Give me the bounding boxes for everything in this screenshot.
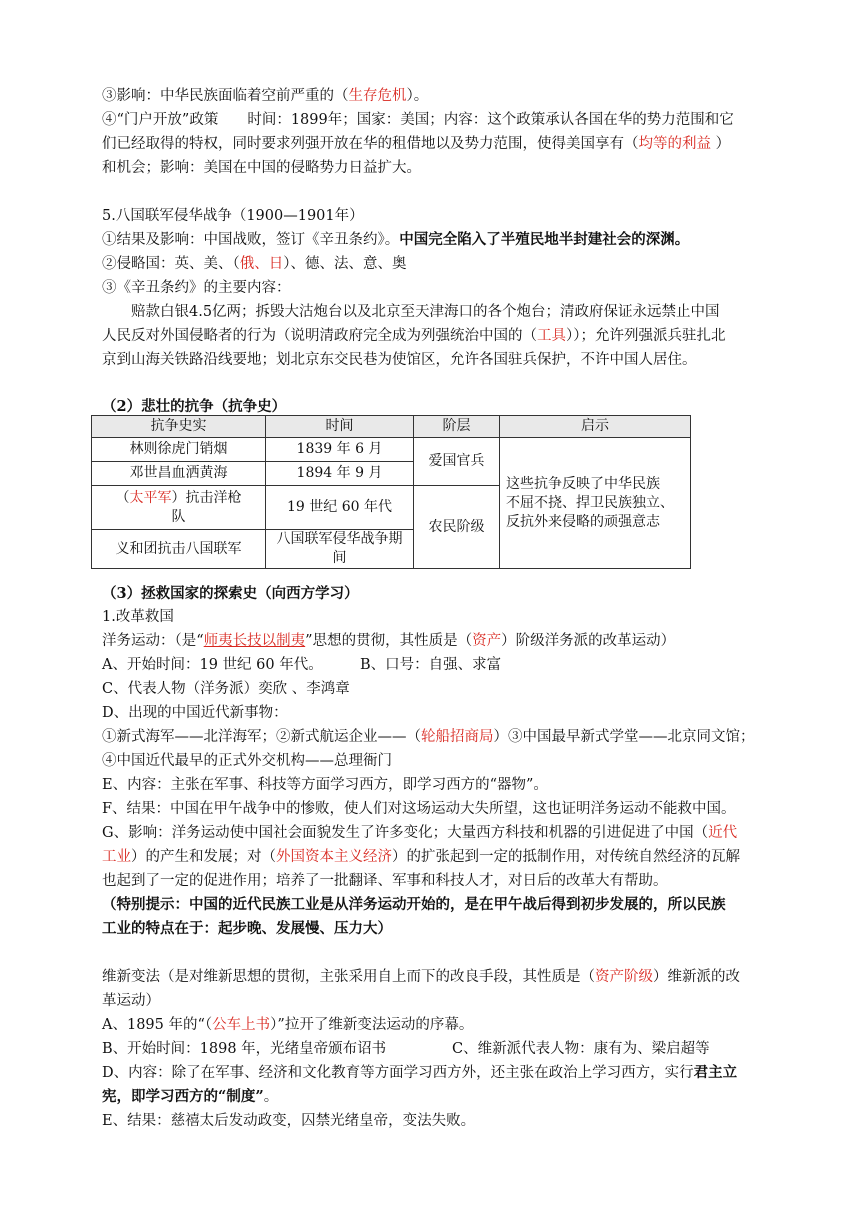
westernization-impact-1: G、影响：洋务运动使中国社会面貌发生了许多变化；大量西方科技和机器的引进促进了中国（近代 [102, 825, 738, 841]
header-event: 抗争史实 [92, 416, 266, 438]
section-3-title: （3）拯救国家的探索史（向西方学习） [102, 585, 359, 602]
reform-movement-intro-2: 革运动） [102, 993, 160, 1009]
westernization-result: F、结果：中国在甲午战争中的惨败，使人们对这场运动大失所望，这也证明洋务运动不能救中国。 [102, 801, 736, 817]
section-2-title: （2）悲壮的抗争（抗争史） [102, 398, 287, 415]
lesson-cell: 这些抗争反映了中华民族 不屈不挠、捍卫民族独立、 反抗外来侵略的顽强意志 [500, 438, 691, 569]
westernization-intro: 洋务运动：（是“师夷长技以制夷”思想的贯彻，其性质是（资产）阶级洋务派的改革运动） [102, 633, 676, 649]
time-cell: 19 世纪 60 年代 [266, 486, 414, 530]
header-class: 阶层 [414, 416, 500, 438]
event-cell: 义和团抗击八国联军 [92, 530, 266, 569]
time-cell: 1894 年 9 月 [266, 462, 414, 486]
new-things-line-1: ①新式海军——北洋海军；②新式航运企业——（轮船招商局）③中国最早新式学堂——北京同文馆； [102, 729, 755, 745]
westernization-new-things: D、出现的中国近代新事物： [102, 705, 288, 721]
treaty-content-2: 人民反对外国侵略者的行为（说明清政府完全成为列强统治中国的（工具））；允许列强派兵驻扎北 [102, 328, 726, 344]
westernization-start: A、开始时间：19 世纪 60 年代。 [102, 657, 323, 673]
reform-movement-c: C、维新派代表人物：康有为、梁启超等 [452, 1041, 710, 1057]
time-cell: 八国联军侵华战争期间 [266, 530, 414, 569]
reform-movement-d-1: D、内容：除了在军事、经济和文化教育等方面学习西方外，还主张在政治上学习西方，实行君主立 [102, 1064, 738, 1081]
section-5-aggressors: ②侵略国：英、美、（俄、日）、德、法、意、奥 [102, 256, 407, 272]
westernization-impact-3: 也起到了一定的促进作用；培养了一批翻译、军事和科技人才，对日后的改革大有帮助。 [102, 873, 668, 889]
reform-movement-a: A、1895 年的“（公车上书）”拉开了维新变法运动的序幕。 [102, 1017, 474, 1033]
reform-movement-d-2: 宪，即学习西方的“制度”。 [102, 1088, 279, 1105]
open-door-line-3: 和机会；影响：美国在中国的侵略势力日益扩大。 [102, 160, 421, 176]
westernization-slogan: B、口号：自强、求富 [360, 657, 502, 673]
header-time: 时间 [266, 416, 414, 438]
reform-movement-b: B、开始时间：1898 年，光绪皇帝颁布诏书 [102, 1041, 387, 1057]
table-row [92, 438, 691, 462]
new-things-line-2: ④中国近代最早的正式外交机构——总理衙门 [102, 753, 392, 769]
resistance-table [91, 415, 691, 569]
class-cell-officers: 爱国官兵 [414, 438, 500, 486]
open-door-line-1: ④“门户开放”政策 时间：1899年；国家：美国；内容：这个政策承认各国在华的势力范围和它 [102, 112, 734, 128]
reform-subtitle: 1.改革救国 [102, 609, 174, 625]
reform-movement-e: E、结果：慈禧太后发动政变，囚禁光绪皇帝，变法失败。 [102, 1113, 476, 1129]
event-cell: （太平军）抗击洋枪 队 [92, 486, 266, 530]
westernization-content: E、内容：主张在军事、科技等方面学习西方，即学习西方的“器物”。 [102, 777, 548, 793]
header-lesson: 启示 [500, 416, 691, 438]
class-cell-peasants: 农民阶级 [414, 486, 500, 569]
section-5-treaty-heading: ③《辛丑条约》的主要内容： [102, 280, 291, 296]
westernization-figures: C、代表人物（洋务派）奕欣 、李鸿章 [102, 681, 350, 697]
impact-line: ③影响：中华民族面临着空前严重的（生存危机）。 [102, 88, 429, 104]
table-header-row [92, 416, 691, 438]
reform-movement-intro-1: 维新变法（是对维新思想的贯彻，主张采用自上而下的改良手段，其性质是（资产阶级）维新派的改 [102, 969, 740, 985]
treaty-content-1: 赔款白银4.5亿两；拆毁大沽炮台以及北京至天津海口的各个炮台；清政府保证永远禁止中国 [131, 304, 720, 320]
treaty-content-3: 京到山海关铁路沿线要地；划北京东交民巷为使馆区，允许各国驻兵保护，不许中国人居住。 [102, 352, 697, 368]
special-note-2: 工业的特点在于：起步晚、发展慢、压力大） [102, 920, 392, 937]
time-cell: 1839 年 6 月 [266, 438, 414, 462]
section-5-title: 5.八国联军侵华战争（1900—1901年） [102, 208, 364, 224]
event-cell: 邓世昌血洒黄海 [92, 462, 266, 486]
special-note-1: （特别提示：中国的近代民族工业是从洋务运动开始的，是在甲午战后得到初步发展的，所以民族 [102, 896, 726, 913]
westernization-impact-2: 工业）的产生和发展；对（外国资本主义经济）的扩张起到一定的抵制作用，对传统自然经济的瓦解 [102, 849, 740, 865]
open-door-line-2: 们已经取得的特权，同时要求列强开放在华的租借地以及势力范围，使得美国享有（均等的利益 ） [102, 136, 731, 152]
event-cell: 林则徐虎门销烟 [92, 438, 266, 462]
section-5-result: ①结果及影响：中国战败，签订《辛丑条约》。中国完全陷入了半殖民地半封建社会的深渊。 [102, 231, 690, 248]
